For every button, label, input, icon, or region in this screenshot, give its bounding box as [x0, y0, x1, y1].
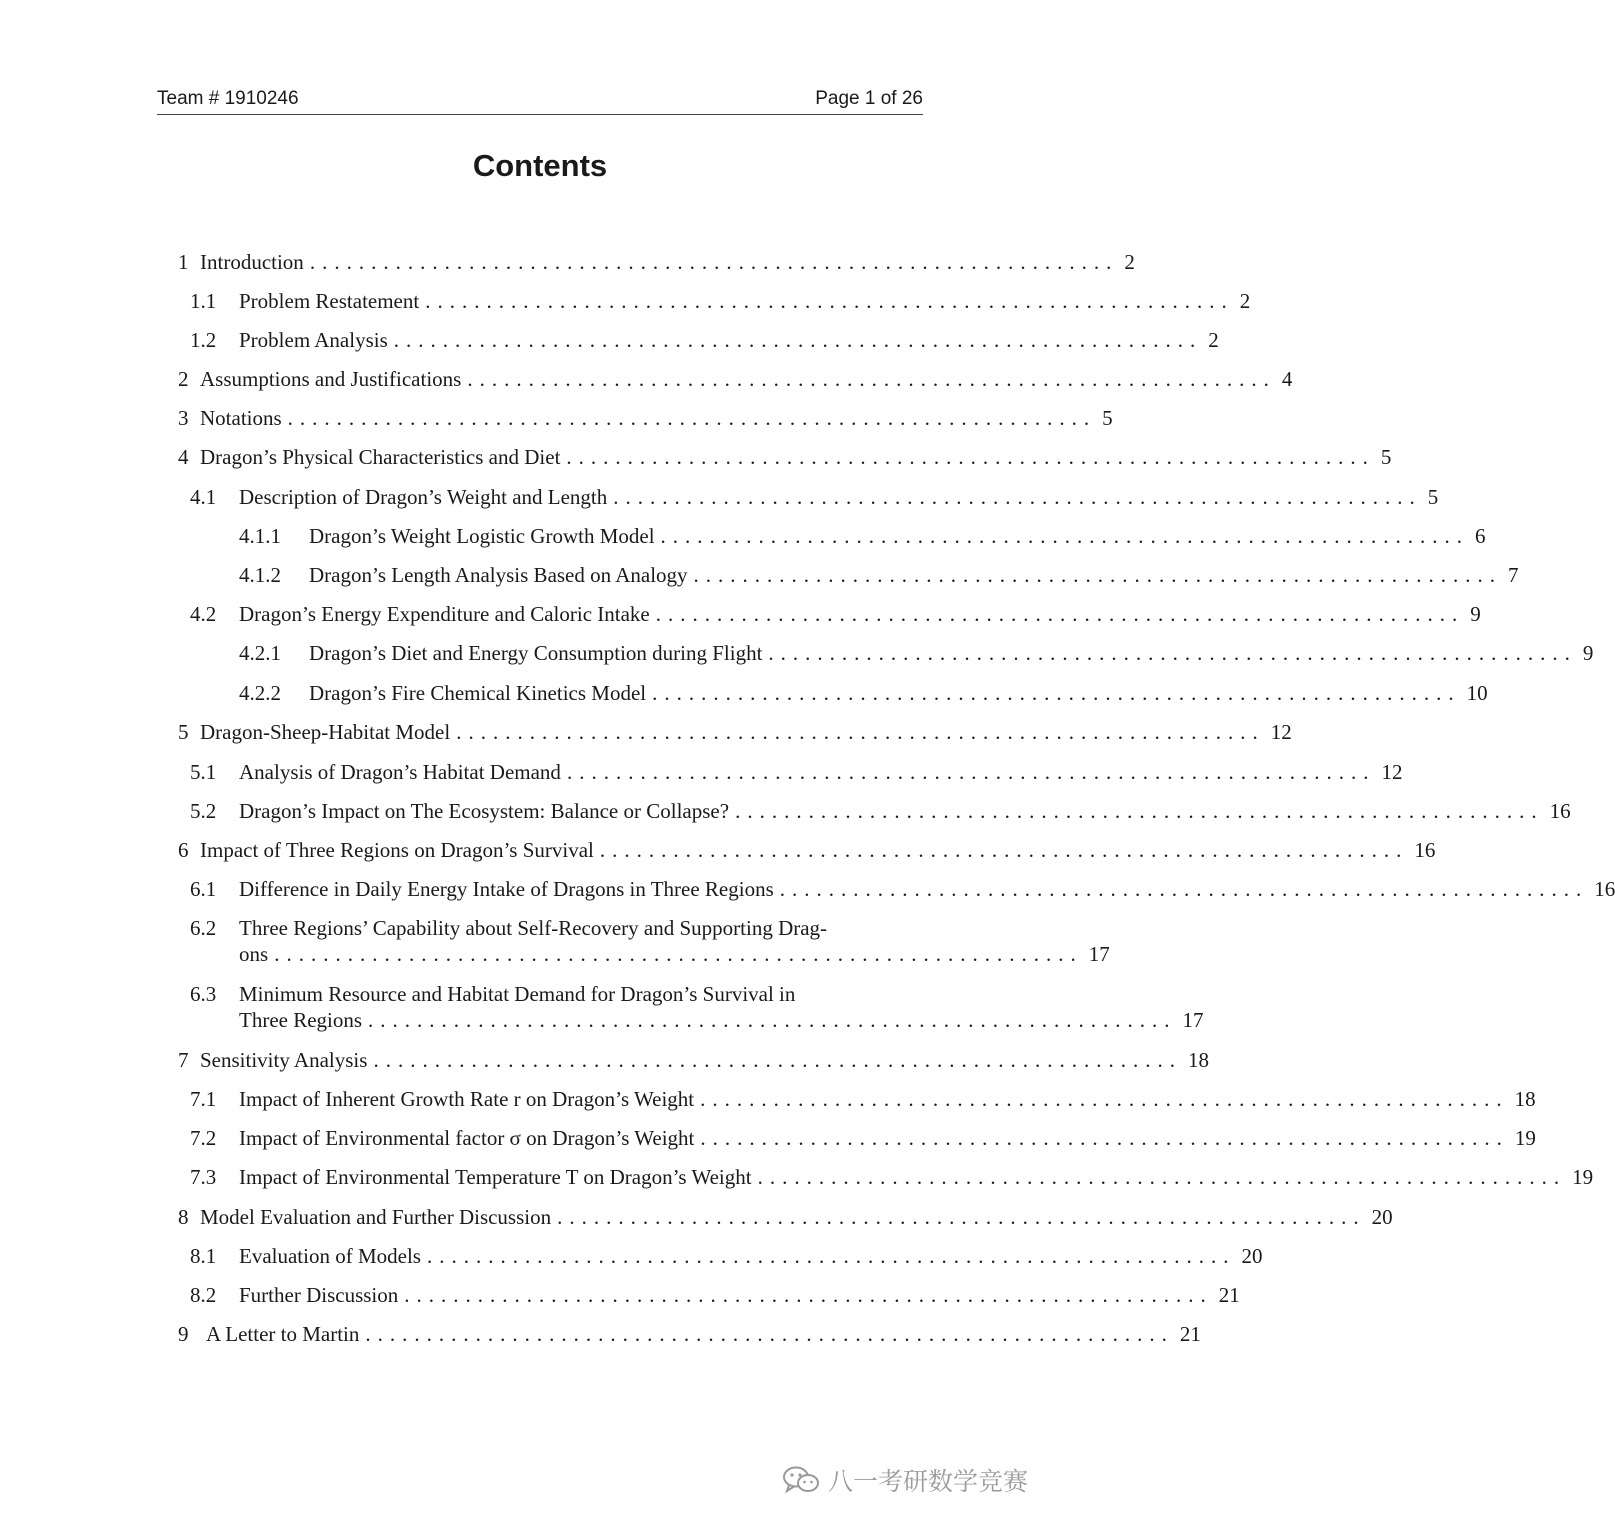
toc-entry-5[interactable]: 5 Dragon-Sheep-Habitat Model .................................................................. 12 — [178, 720, 1292, 744]
toc-entry-number: 1.1 — [190, 289, 217, 313]
toc-entry-6-3[interactable]: 6.3 Minimum Resource and Habitat Demand for Dragon’s Survival in Three Regions .................................................................. 17 — [190, 982, 1204, 1032]
toc-entry-title: Impact of Three Regions on Dragon’s Survival — [200, 838, 594, 862]
toc-entry-title: Analysis of Dragon’s Habitat Demand — [239, 760, 561, 784]
toc-entry-number: 1 — [178, 250, 189, 274]
toc-entry-number: 7.2 — [190, 1126, 217, 1150]
toc-entry-page: 12 — [1270, 720, 1292, 744]
toc-entry-page: 4 — [1281, 367, 1293, 391]
toc-entry-page: 10 — [1466, 681, 1488, 705]
toc-entry-page: 6 — [1475, 524, 1486, 548]
toc-entry-page: 16 — [1549, 799, 1571, 823]
toc-entry-7-2[interactable]: 7.2 Impact of Environmental factor σ on Dragon’s Weight .................................................................. 19 — [190, 1126, 1536, 1150]
toc-entry-page: 5 — [1427, 485, 1439, 509]
toc-entry-number: 3 — [178, 406, 189, 430]
toc-entry-title: Impact of Environmental Temperature T on Dragon’s Weight — [239, 1165, 752, 1189]
toc-entry-title: Dragon-Sheep-Habitat Model — [200, 720, 451, 744]
toc-entry-number: 4 — [178, 445, 189, 469]
toc-entry-number: 6.3 — [190, 982, 217, 1006]
toc-entry-5-2[interactable]: 5.2 Dragon’s Impact on The Ecosystem: Balance or Collapse? .................................................................. 16 — [190, 799, 1571, 823]
toc-entry-title: Dragon’s Physical Characteristics and Diet — [200, 445, 561, 469]
toc-entry-page: 17 — [1088, 942, 1110, 966]
toc-entry-title: Dragon’s Diet and Energy Consumption during Flight — [309, 641, 763, 665]
toc-entry-title: Dragon’s Energy Expenditure and Caloric Intake — [239, 602, 650, 626]
toc-entry-number: 4.2.1 — [239, 641, 281, 665]
toc-entry-1-1[interactable]: 1.1 Problem Restatement .................................................................. 2 — [190, 289, 1251, 313]
toc-entry-6[interactable]: 6 Impact of Three Regions on Dragon’s Survival .................................................................. 16 — [178, 838, 1436, 862]
toc-entry-page: 17 — [1182, 1008, 1204, 1032]
toc-entry-title: Minimum Resource and Habitat Demand for Dragon’s Survival in — [239, 982, 796, 1006]
toc-entry-page: 2 — [1124, 250, 1135, 274]
toc-entry-number: 5.2 — [190, 799, 217, 823]
toc-entry-number: 9 — [178, 1322, 189, 1346]
toc-entry-page: 18 — [1514, 1087, 1536, 1111]
toc-entry-page: 7 — [1508, 563, 1519, 587]
toc-entry-4-2-2[interactable]: 4.2.2 Dragon’s Fire Chemical Kinetics Model .................................................................. 10 — [239, 681, 1488, 705]
toc-entry-number: 8.1 — [190, 1244, 217, 1268]
toc-entry-1[interactable]: 1 Introduction .................................................................. 2 — [178, 250, 1135, 274]
toc-entry-title: Dragon’s Fire Chemical Kinetics Model — [309, 681, 647, 705]
toc-entry-page: 20 — [1371, 1205, 1393, 1229]
toc-entry-title-continued: Three Regions — [239, 1008, 363, 1032]
toc-entry-title: Further Discussion — [239, 1283, 399, 1307]
toc-entry-number: 4.1 — [190, 485, 217, 509]
toc-entry-page: 19 — [1514, 1126, 1536, 1150]
toc-entry-number: 7 — [178, 1048, 189, 1072]
toc-entry-4-1-1[interactable]: 4.1.1 Dragon’s Weight Logistic Growth Model .................................................................. 6 — [239, 524, 1486, 548]
toc-entry-6-2[interactable]: 6.2 Three Regions’ Capability about Self-Recovery and Supporting Drag- ons .................................................................. 17 — [190, 916, 1110, 966]
toc-entry-title: Dragon’s Weight Logistic Growth Model — [309, 524, 655, 548]
toc-entry-page: 2 — [1239, 289, 1251, 313]
toc-entry-page: 16 — [1414, 838, 1436, 862]
toc-entry-title: Introduction — [200, 250, 304, 274]
toc-entry-8[interactable]: 8 Model Evaluation and Further Discussion .................................................................. 20 — [178, 1205, 1393, 1229]
toc-entry-8-1[interactable]: 8.1 Evaluation of Models .................................................................. 20 — [190, 1244, 1263, 1268]
toc-entry-1-2[interactable]: 1.2 Problem Analysis .................................................................. 2 — [190, 328, 1219, 352]
watermark — [782, 1462, 1028, 1498]
toc-entry-number: 6 — [178, 838, 189, 862]
toc-entry-title: Dragon’s Length Analysis Based on Analogy — [309, 563, 688, 587]
toc-entry-page: 12 — [1381, 760, 1403, 784]
toc-entry-number: 4.2 — [190, 602, 217, 626]
toc-entry-number: 4.1.2 — [239, 563, 281, 587]
toc-entry-number: 2 — [178, 367, 189, 391]
toc-entry-7-3[interactable]: 7.3 Impact of Environmental Temperature T on Dragon’s Weight .................................................................. 19 — [190, 1165, 1594, 1189]
toc-entry-title: Impact of Environmental factor σ on Dragon’s Weight — [239, 1126, 695, 1150]
toc-entry-4-1[interactable]: 4.1 Description of Dragon’s Weight and Length .................................................................. 5 — [190, 485, 1439, 509]
team-number: Team # 1910246 — [157, 88, 299, 109]
page-title: Contents — [472, 148, 608, 183]
toc-entry-title: Difference in Daily Energy Intake of Dragons in Three Regions — [239, 877, 774, 901]
toc-entry-number: 5 — [178, 720, 189, 744]
toc-entry-page: 9 — [1582, 641, 1594, 665]
toc-entry-number: 6.1 — [190, 877, 217, 901]
toc-entry-page: 18 — [1187, 1048, 1209, 1072]
toc-entry-title-continued: ons — [239, 942, 269, 966]
toc-entry-2[interactable]: 2 Assumptions and Justifications .................................................................. 4 — [178, 367, 1293, 391]
toc-entry-page: 16 — [1594, 877, 1615, 901]
toc-entry-4-2-1[interactable]: 4.2.1 Dragon’s Diet and Energy Consumption during Flight .................................................................. 9 — [239, 641, 1594, 665]
toc-entry-title: Problem Restatement — [239, 289, 420, 313]
toc-entry-3[interactable]: 3 Notations .................................................................. 5 — [178, 406, 1113, 430]
toc-entry-title: Dragon’s Impact on The Ecosystem: Balance or Collapse? — [239, 799, 730, 823]
toc-entry-title: Three Regions’ Capability about Self-Recovery and Supporting Drag- — [239, 916, 828, 940]
toc-entry-title: A Letter to Martin — [206, 1322, 360, 1346]
toc-entry-8-2[interactable]: 8.2 Further Discussion .................................................................. 21 — [190, 1283, 1240, 1307]
toc-entry-title: Impact of Inherent Growth Rate r on Dragon’s Weight — [239, 1087, 695, 1111]
toc-entry-6-1[interactable]: 6.1 Difference in Daily Energy Intake of Dragons in Three Regions .................................................................. 16 — [190, 877, 1615, 901]
toc-entry-number: 6.2 — [190, 916, 217, 940]
toc-entry-number: 7.1 — [190, 1087, 217, 1111]
toc-entry-page: 9 — [1470, 602, 1481, 626]
toc-entry-4[interactable]: 4 Dragon’s Physical Characteristics and Diet .................................................................. 5 — [178, 445, 1392, 469]
toc-entry-number: 4.1.1 — [239, 524, 281, 548]
toc-entry-number: 1.2 — [190, 328, 217, 352]
toc-entry-4-1-2[interactable]: 4.1.2 Dragon’s Length Analysis Based on Analogy .................................................................. 7 — [239, 563, 1519, 587]
toc-entry-number: 5.1 — [190, 760, 217, 784]
toc-entry-number: 8.2 — [190, 1283, 217, 1307]
watermark-text: 八一考研数学竞赛 — [828, 1467, 1029, 1496]
toc-entry-title: Problem Analysis — [239, 328, 388, 352]
wechat-icon — [782, 1465, 820, 1495]
toc-entry-page: 2 — [1208, 328, 1219, 352]
toc-entry-page: 20 — [1241, 1244, 1263, 1268]
toc-entry-5-1[interactable]: 5.1 Analysis of Dragon’s Habitat Demand .................................................................. 12 — [190, 760, 1403, 784]
toc-entry-page: 19 — [1572, 1165, 1594, 1189]
toc-entry-page: 21 — [1179, 1322, 1201, 1346]
toc-entry-title: Assumptions and Justifications — [200, 367, 462, 391]
toc-entry-title: Sensitivity Analysis — [200, 1048, 368, 1072]
toc-entry-page: 5 — [1102, 406, 1113, 430]
toc-entry-page: 21 — [1218, 1283, 1240, 1307]
toc-entry-title: Evaluation of Models — [239, 1244, 421, 1268]
toc-entry-number: 8 — [178, 1205, 189, 1229]
page-header — [157, 88, 923, 115]
toc-entry-title: Notations — [200, 406, 282, 430]
toc-entry-7[interactable]: 7 Sensitivity Analysis .................................................................. 18 — [178, 1048, 1209, 1072]
toc-entry-page: 5 — [1380, 445, 1392, 469]
toc-entry-7-1[interactable]: 7.1 Impact of Inherent Growth Rate r on Dragon’s Weight .................................................................. 18 — [190, 1087, 1536, 1111]
toc-entry-4-2[interactable]: 4.2 Dragon’s Energy Expenditure and Caloric Intake .................................................................. 9 — [190, 602, 1481, 626]
toc-entry-number: 7.3 — [190, 1165, 217, 1189]
toc-entry-title: Description of Dragon’s Weight and Length — [239, 485, 608, 509]
toc-entry-9[interactable]: 9 A Letter to Martin .................................................................. 21 — [178, 1322, 1201, 1346]
toc-entry-number: 4.2.2 — [239, 681, 281, 705]
page-number: Page 1 of 26 — [815, 88, 923, 109]
toc-entry-title: Model Evaluation and Further Discussion — [200, 1205, 552, 1229]
